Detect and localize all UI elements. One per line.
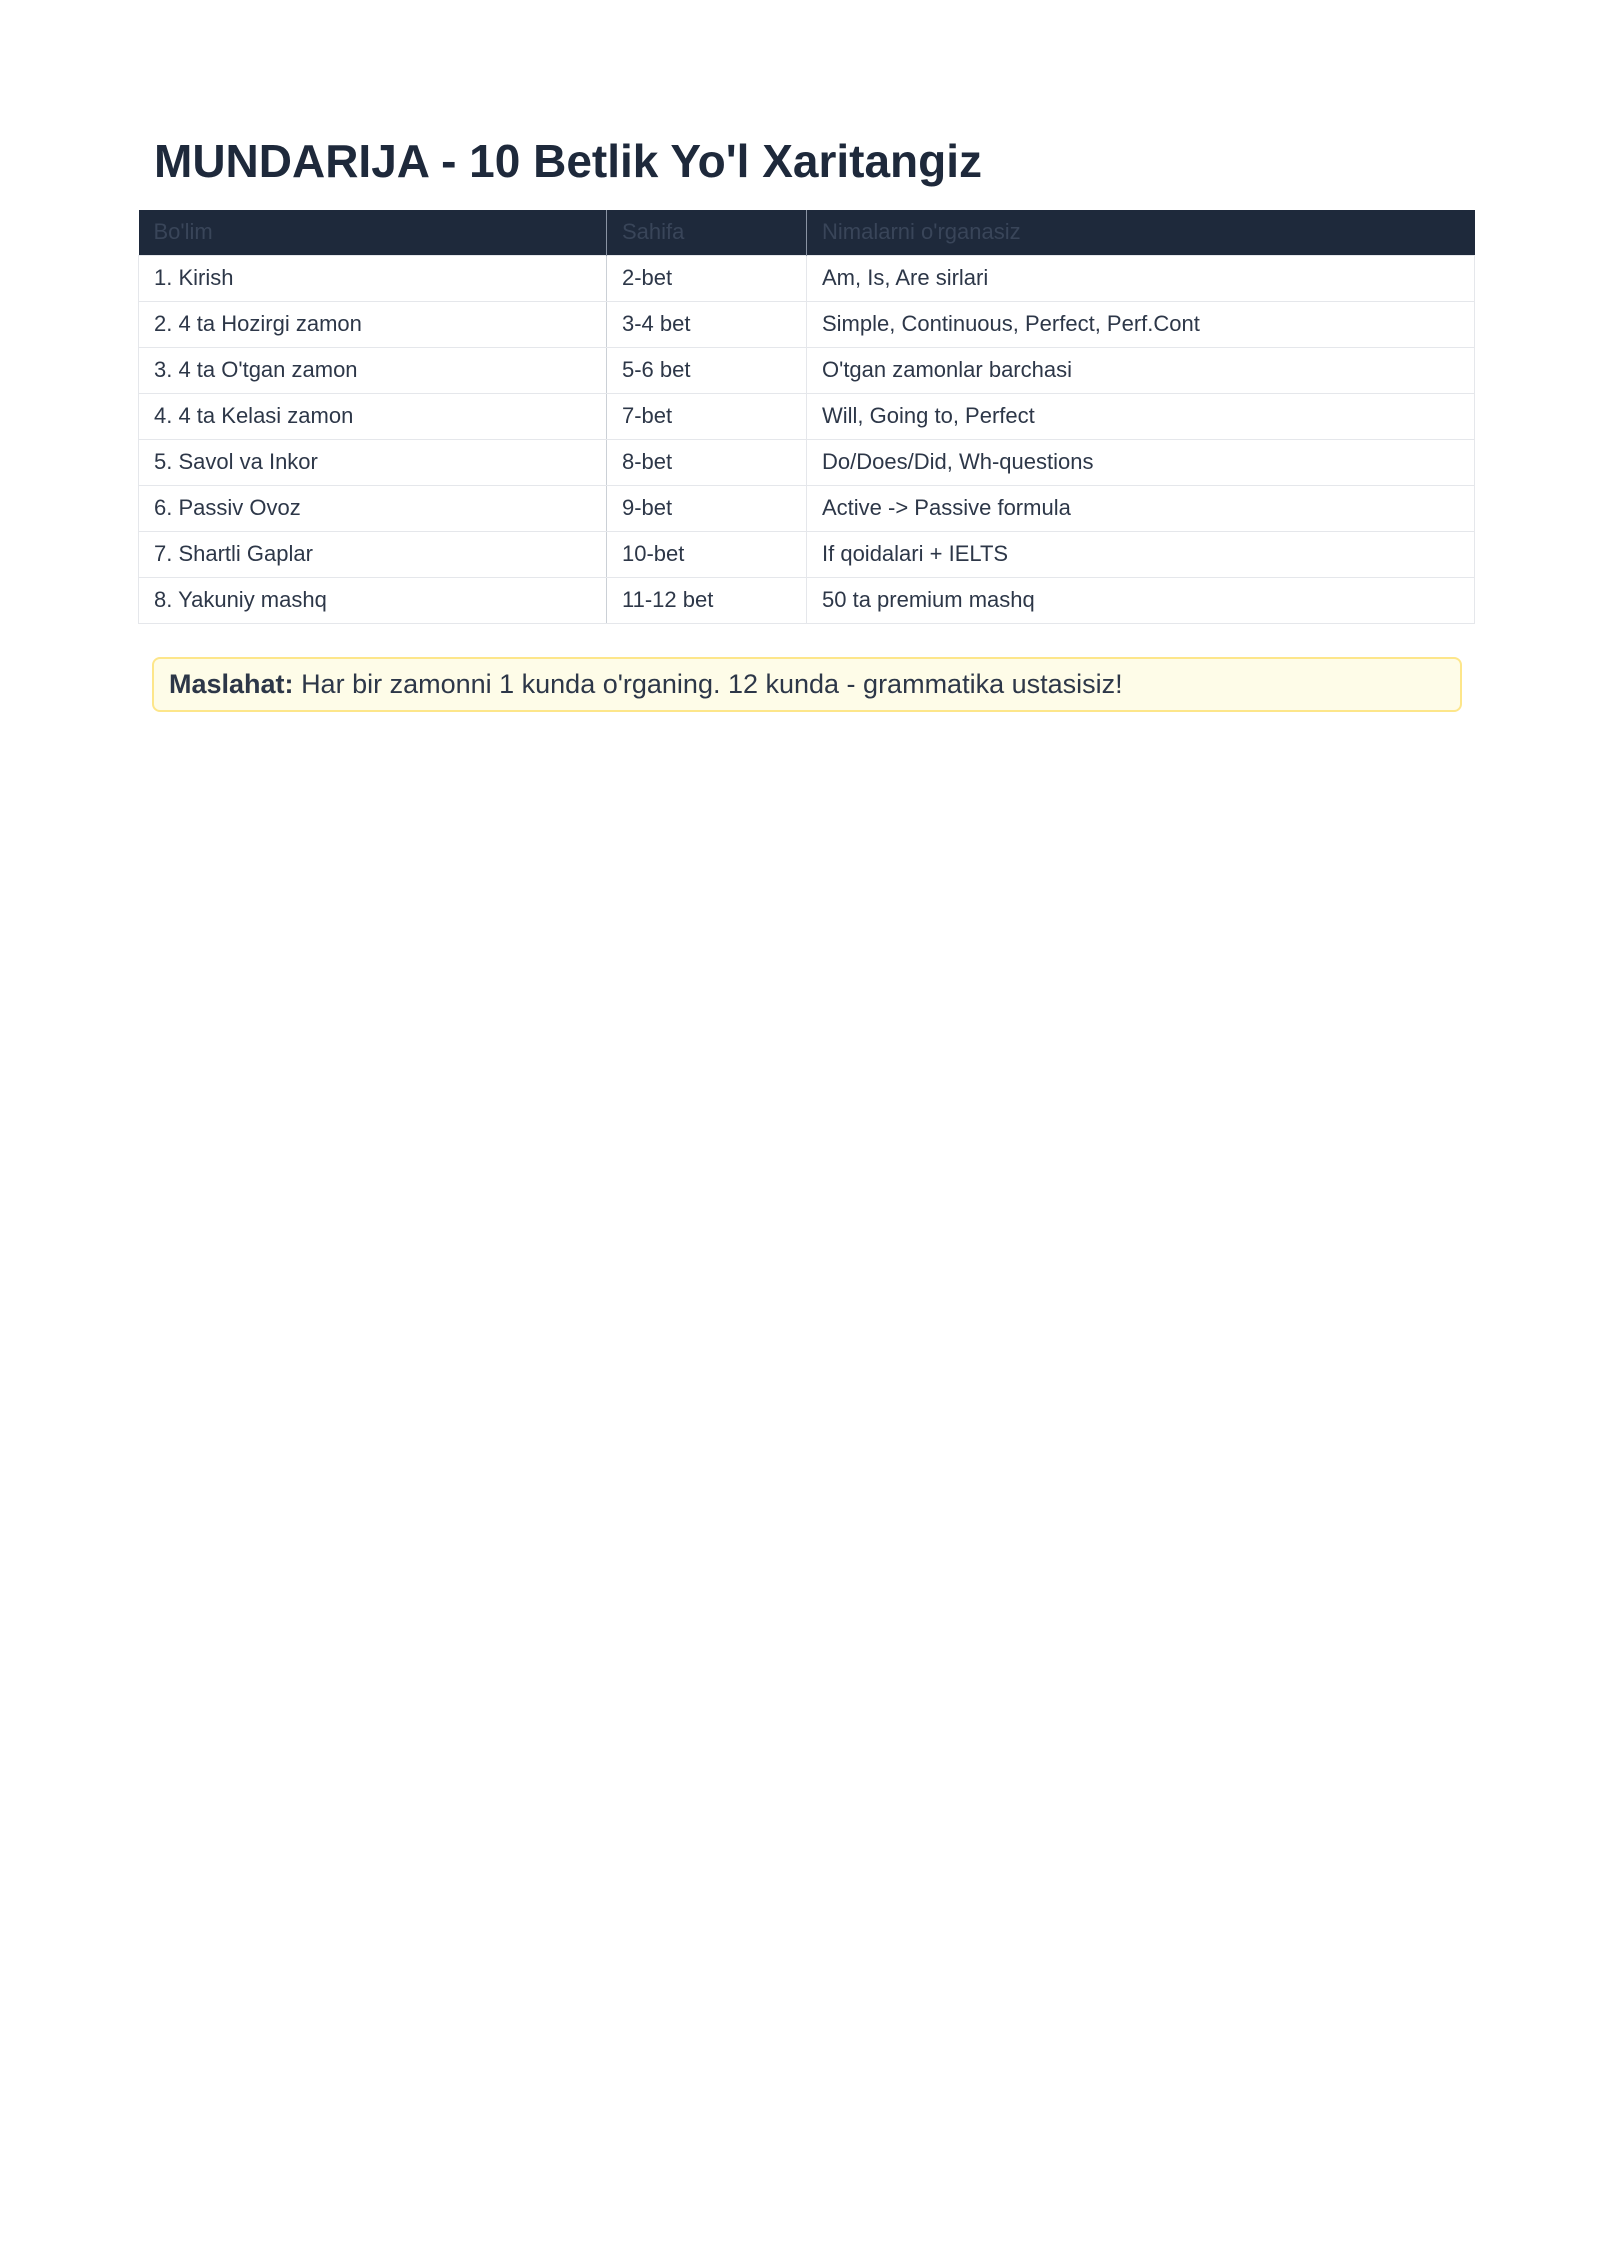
table-row	[139, 531, 1475, 577]
page-cell: 3-4 bet	[607, 301, 807, 347]
topic-cell: Simple, Continuous, Perfect, Perf.Cont	[807, 301, 1475, 347]
tip-text: Har bir zamonni 1 kunda o'rganing. 12 kunda - grammatika ustasisiz!	[301, 669, 1123, 699]
column-header-section: Bo'lim	[139, 210, 607, 255]
table-row	[139, 301, 1475, 347]
topic-cell: Do/Does/Did, Wh-questions	[807, 439, 1475, 485]
tip-label: Maslahat:	[169, 669, 294, 699]
column-header-page: Sahifa	[607, 210, 807, 255]
table-row	[139, 347, 1475, 393]
tip-box	[152, 657, 1462, 712]
table-header-row	[139, 210, 1475, 255]
section-cell: 5. Savol va Inkor	[139, 439, 607, 485]
topic-cell: Will, Going to, Perfect	[807, 393, 1475, 439]
page-cell: 5-6 bet	[607, 347, 807, 393]
page-cell: 8-bet	[607, 439, 807, 485]
page-title: MUNDARIJA - 10 Betlik Yo'l Xaritangiz	[154, 135, 983, 187]
table-row	[139, 393, 1475, 439]
table-row	[139, 439, 1475, 485]
table-row	[139, 485, 1475, 531]
topic-cell: Am, Is, Are sirlari	[807, 255, 1475, 301]
topic-cell: O'tgan zamonlar barchasi	[807, 347, 1475, 393]
table-row	[139, 255, 1475, 301]
section-cell: 1. Kirish	[139, 255, 607, 301]
column-header-topic: Nimalarni o'rganasiz	[807, 210, 1475, 255]
section-cell: 3. 4 ta O'tgan zamon	[139, 347, 607, 393]
page-cell: 7-bet	[607, 393, 807, 439]
topic-cell: If qoidalari + IELTS	[807, 531, 1475, 577]
section-cell: 4. 4 ta Kelasi zamon	[139, 393, 607, 439]
section-cell: 7. Shartli Gaplar	[139, 531, 607, 577]
section-cell: 2. 4 ta Hozirgi zamon	[139, 301, 607, 347]
section-cell: 6. Passiv Ovoz	[139, 485, 607, 531]
topic-cell: 50 ta premium mashq	[807, 577, 1475, 623]
page-cell: 11-12 bet	[607, 577, 807, 623]
table-row	[139, 577, 1475, 623]
page-cell: 2-bet	[607, 255, 807, 301]
topic-cell: Active -> Passive formula	[807, 485, 1475, 531]
page-cell: 10-bet	[607, 531, 807, 577]
contents-table	[138, 210, 1475, 624]
section-cell: 8. Yakuniy mashq	[139, 577, 607, 623]
page-cell: 9-bet	[607, 485, 807, 531]
